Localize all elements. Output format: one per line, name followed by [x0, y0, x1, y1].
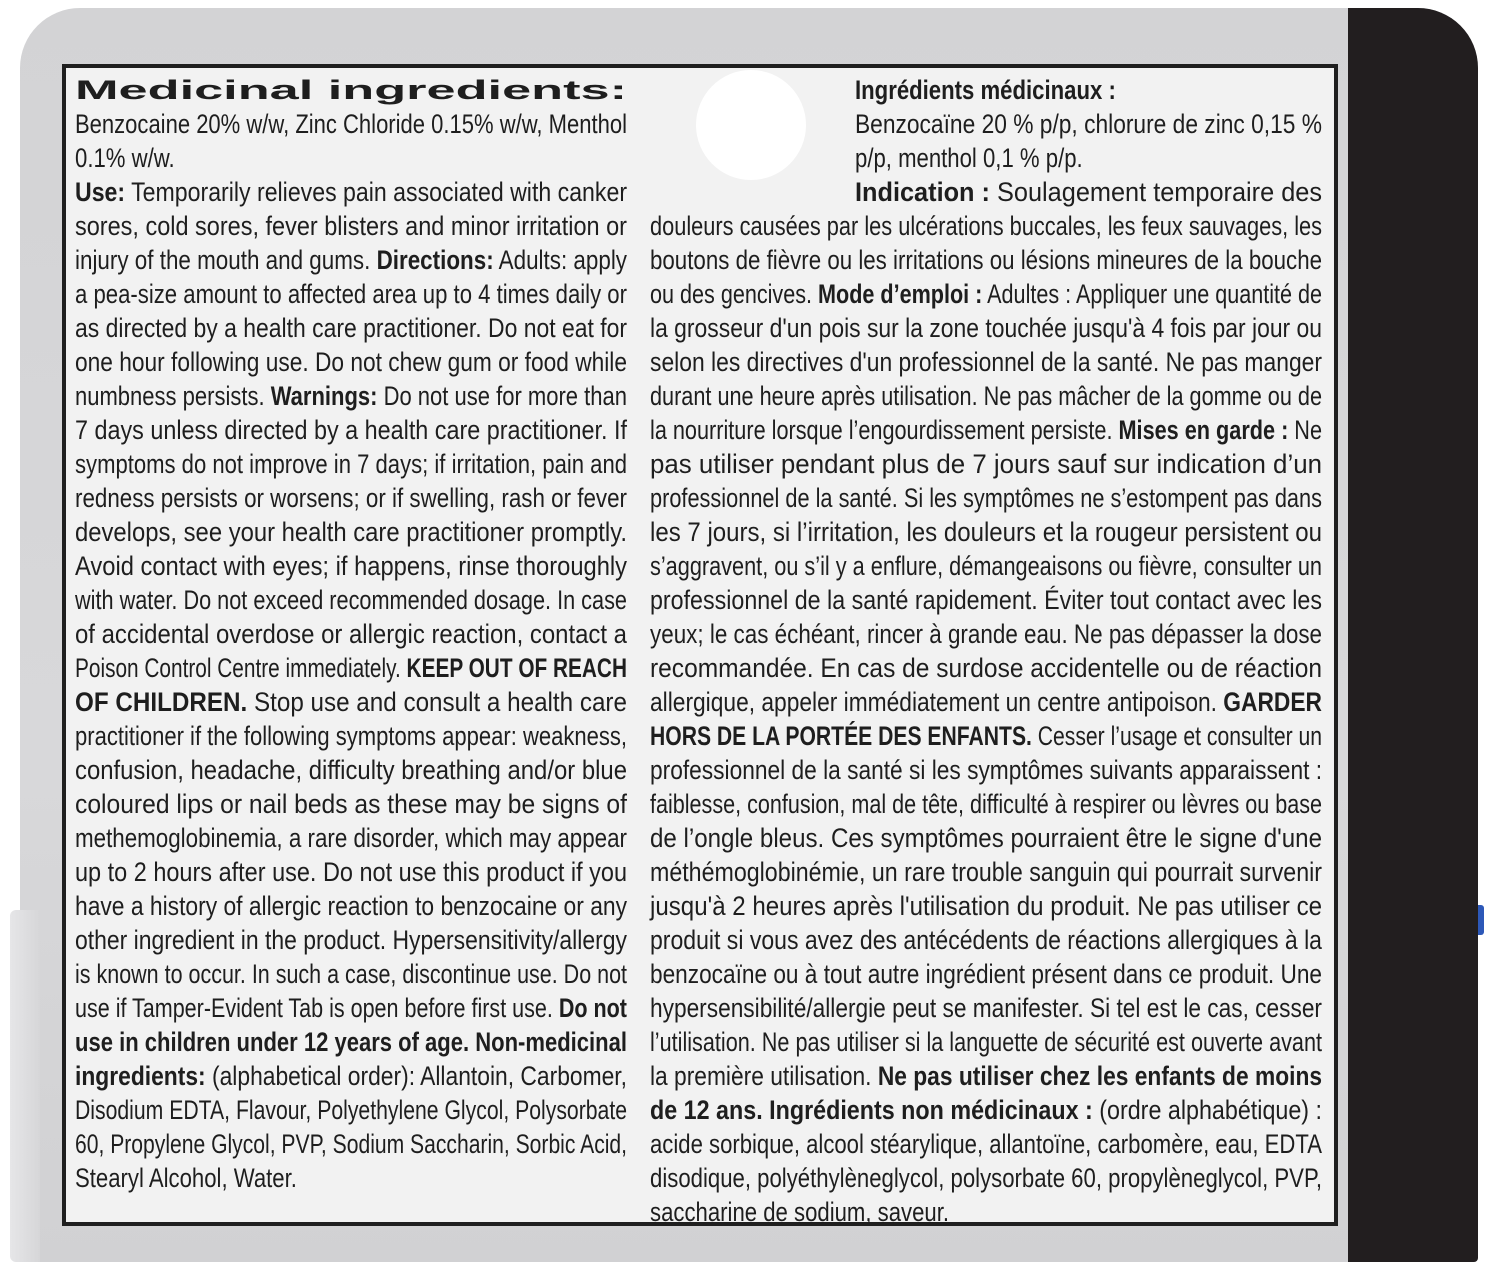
english-text-line	[75, 515, 627, 549]
french-text-line	[650, 73, 1322, 107]
bold-heading-text: OF CHILDREN.	[75, 687, 248, 717]
english-text-line	[75, 175, 627, 209]
english-text-line	[75, 821, 627, 855]
body-text: injury of the mouth and gums.	[75, 245, 377, 275]
body-text: (ordre alphabétique) :	[1092, 1095, 1323, 1125]
bold-heading-text: Ingrédients médicinaux :	[855, 75, 1116, 105]
body-text: les 7 jours, si l’irritation, les douleurs et la rougeur persistent ou	[650, 517, 1322, 547]
french-text-line	[650, 209, 1322, 243]
body-text: Benzocaïne 20 % p/p, chlorure de zinc 0,15 %	[855, 109, 1323, 139]
french-text-line	[650, 1093, 1322, 1127]
package-black-band	[1348, 8, 1478, 1262]
body-text: methemoglobinemia, a rare disorder, which may appear	[75, 823, 627, 853]
french-text-line	[650, 583, 1322, 617]
body-text: pas utiliser pendant plus de 7 jours sauf sur indication d’un	[650, 449, 1322, 479]
body-text: méthémoglobinémie, un rare trouble sanguin qui pourrait survenir	[650, 857, 1322, 887]
body-text: produit si vous avez des antécédents de réactions allergiques à la	[650, 925, 1322, 955]
body-text: de l’ongle bleus. Ces symptômes pourraient être le signe d'une	[650, 823, 1322, 853]
body-text: Stearyl Alcohol, Water.	[75, 1163, 297, 1193]
body-text: faiblesse, confusion, mal de tête, difficulté à respirer ou lèvres ou base	[650, 789, 1323, 819]
body-text: douleurs causées par les ulcérations buccales, les feux sauvages, les	[650, 211, 1323, 241]
body-text: redness persists or worsens; or if swelling, rash or fever	[75, 483, 627, 513]
bold-heading-text: :	[974, 177, 998, 207]
body-text: Disodium EDTA, Flavour, Polyethylene Glycol, Polysorbate	[75, 1095, 628, 1125]
body-text: l’utilisation. Ne pas utiliser si la languette de sécurité est ouverte avant	[650, 1027, 1323, 1057]
bold-heading-text: Medicinal ingredients:	[75, 75, 627, 105]
body-text: Ne	[1288, 415, 1323, 445]
body-text: Stop use and consult a health care	[247, 687, 627, 717]
english-text-line	[75, 481, 627, 515]
body-text: yeux; le cas échéant, rincer à grande eau. Ne pas dépasser la dose	[650, 619, 1323, 649]
french-text-line	[650, 481, 1322, 515]
english-text-line	[75, 855, 627, 889]
body-text: is known to occur. In such a case, discontinue use. Do not	[75, 959, 628, 989]
bold-heading-text: Ne pas utiliser chez les enfants de moins	[877, 1061, 1323, 1091]
french-text-line	[650, 889, 1322, 923]
french-text-line	[650, 107, 1322, 141]
french-text-line	[650, 855, 1322, 889]
body-text: la grosseur d'un pois sur la zone touchée jusqu'à 4 fois par jour ou	[650, 313, 1323, 343]
body-text: hypersensibilité/allergie peut se manifester. Si tel est le cas, cesser	[650, 993, 1322, 1023]
body-text: disodique, polyéthylèneglycol, polysorbate 60, propylèneglycol, PVP,	[650, 1163, 1323, 1193]
body-text: la première utilisation.	[650, 1061, 878, 1091]
french-text-line	[650, 719, 1322, 753]
bold-heading-text: Indication	[855, 177, 975, 207]
body-text: Do not use for more than	[377, 381, 627, 411]
body-text: boutons de fièvre ou les irritations ou lésions mineures de la bouche	[650, 245, 1323, 275]
body-text: benzocaïne ou à tout autre ingrédient présent dans ce produit. Une	[650, 959, 1323, 989]
body-text: symptoms do not improve in 7 days; if irritation, pain and	[75, 449, 628, 479]
english-text-line	[75, 413, 627, 447]
bold-heading-text: Directions:	[376, 245, 494, 275]
french-text-line	[650, 1059, 1322, 1093]
bold-heading-text: KEEP OUT OF REACH	[406, 653, 627, 683]
body-text: recommandée. En cas de surdose accidentelle ou de réaction	[650, 653, 1323, 683]
french-text-line	[650, 1127, 1322, 1161]
english-text-line	[75, 73, 627, 107]
french-text-line	[650, 447, 1322, 481]
bold-heading-text: HORS DE LA PORTÉE DES ENFANTS.	[650, 721, 1032, 751]
english-text-line	[75, 787, 627, 821]
body-text: Cesser l’usage et consulter un	[1031, 721, 1322, 751]
french-text-line	[650, 787, 1322, 821]
english-text-line	[75, 209, 627, 243]
body-text: up to 2 hours after use. Do not use this product if you	[75, 857, 628, 887]
french-text-line	[650, 617, 1322, 651]
body-text: Avoid contact with eyes; if happens, rinse thoroughly	[75, 551, 628, 581]
package-blue-accent	[1478, 905, 1484, 935]
body-text: have a history of allergic reaction to benzocaine or any	[75, 891, 628, 921]
english-text-line	[75, 107, 627, 141]
french-text-line	[650, 957, 1322, 991]
body-text: as directed by a health care practitioner. Do not eat for	[75, 313, 628, 343]
body-text: sores, cold sores, fever blisters and minor irritation or	[75, 211, 627, 241]
french-text-line	[650, 753, 1322, 787]
english-text-line	[75, 141, 627, 175]
french-text-line	[650, 651, 1322, 685]
body-text: p/p, menthol 0,1 % p/p.	[855, 143, 1083, 173]
bold-heading-text: de 12 ans. Ingrédients non médicinaux :	[650, 1095, 1093, 1125]
body-text: Poison Control Centre immediately.	[75, 653, 407, 683]
body-text: numbness persists.	[75, 381, 271, 411]
french-text-line	[650, 311, 1322, 345]
english-text-line	[75, 753, 627, 787]
french-text-line	[650, 413, 1322, 447]
bold-heading-text: Warnings:	[270, 381, 378, 411]
body-text: professionnel de la santé. Si les symptômes ne s’estompent pas dans	[650, 483, 1322, 513]
bold-heading-text: Do not	[558, 993, 627, 1023]
english-text-line	[75, 1161, 627, 1195]
body-text: acide sorbique, alcool stéarylique, allantoïne, carbomère, eau, EDTA	[650, 1129, 1322, 1159]
english-text-line	[75, 1127, 627, 1161]
body-text: selon les directives d'un professionnel de la santé. Ne pas manger	[650, 347, 1323, 377]
body-text: saccharine de sodium, saveur.	[650, 1197, 950, 1227]
body-text: with water. Do not exceed recommended dosage. In case	[75, 585, 627, 615]
body-text: use if Tamper-Evident Tab is open before first use.	[75, 993, 559, 1023]
body-text: Benzocaine 20% w/w, Zinc Chloride 0.15% w/w, Menthol	[75, 109, 627, 139]
body-text: durant une heure après utilisation. Ne pas mâcher de la gomme ou de	[650, 381, 1323, 411]
english-text-line	[75, 889, 627, 923]
french-text-line	[650, 1161, 1322, 1195]
body-text: 7 days unless directed by a health care practitioner. If	[75, 415, 628, 445]
english-text-line	[75, 549, 627, 583]
french-text-line	[650, 141, 1322, 175]
body-text: a pea-size amount to affected area up to 4 times daily or	[75, 279, 627, 309]
english-text-line	[75, 583, 627, 617]
french-text-line	[650, 515, 1322, 549]
english-text-line	[75, 1025, 627, 1059]
french-text-line	[650, 549, 1322, 583]
english-column	[75, 73, 627, 1195]
english-text-line	[75, 447, 627, 481]
body-text: one hour following use. Do not chew gum or food while	[75, 347, 627, 377]
body-text: jusqu'à 2 heures après l'utilisation du produit. Ne pas utiliser ce	[650, 891, 1323, 921]
english-text-line	[75, 651, 627, 685]
body-text: professionnel de la santé si les symptômes suivants apparaissent :	[650, 755, 1323, 785]
english-text-line	[75, 1059, 627, 1093]
bold-heading-text: use in children under 12 years of age. Non-medicinal	[75, 1027, 627, 1057]
french-text-line	[650, 821, 1322, 855]
english-text-line	[75, 277, 627, 311]
french-text-line	[650, 991, 1322, 1025]
french-text-line	[650, 1025, 1322, 1059]
bold-heading-text: Use:	[75, 177, 126, 207]
english-text-line	[75, 243, 627, 277]
body-text: professionnel de la santé rapidement. Éviter tout contact avec les	[650, 585, 1322, 615]
body-text: practitioner if the following symptoms appear: weakness,	[75, 721, 628, 751]
french-column	[650, 73, 1322, 1229]
bold-heading-text: Mode d’emploi :	[818, 279, 983, 309]
body-text: Adultes : Appliquer une quantité de	[982, 279, 1323, 309]
french-text-line	[650, 345, 1322, 379]
english-text-line	[75, 617, 627, 651]
body-text: of accidental overdose or allergic reaction, contact a	[75, 619, 627, 649]
body-text: develops, see your health care practitioner promptly.	[75, 517, 627, 547]
english-text-line	[75, 345, 627, 379]
body-text: confusion, headache, difficulty breathing and/or blue	[75, 755, 628, 785]
bold-heading-text: GARDER	[1223, 687, 1322, 717]
french-text-line	[650, 175, 1322, 209]
body-text: 0.1% w/w.	[75, 143, 175, 173]
body-text: Temporarily relieves pain associated with canker	[125, 177, 628, 207]
body-text: Soulagement temporaire des	[997, 177, 1323, 207]
body-text: ou des gencives.	[650, 279, 819, 309]
english-text-line	[75, 1093, 627, 1127]
english-text-line	[75, 311, 627, 345]
english-text-line	[75, 957, 627, 991]
body-text: (alphabetical order): Allantoin, Carbomer,	[205, 1061, 627, 1091]
body-text: 60, Propylene Glycol, PVP, Sodium Saccharin, Sorbic Acid,	[75, 1129, 628, 1159]
french-text-line	[650, 243, 1322, 277]
english-text-line	[75, 379, 627, 413]
bold-heading-text: ingredients:	[75, 1061, 206, 1091]
body-text: allergique, appeler immédiatement un centre antipoison.	[650, 687, 1224, 717]
package-side-edge	[10, 910, 40, 1262]
french-text-line	[650, 379, 1322, 413]
english-text-line	[75, 923, 627, 957]
bold-heading-text: Mises en garde :	[1118, 415, 1289, 445]
body-text: coloured lips or nail beds as these may be signs of	[75, 789, 627, 819]
body-text: la nourriture lorsque l’engourdissement persiste.	[650, 415, 1119, 445]
english-text-line	[75, 991, 627, 1025]
french-text-line	[650, 685, 1322, 719]
body-text: other ingredient in the product. Hypersensitivity/allergy	[75, 925, 627, 955]
body-text: Adults: apply	[493, 245, 628, 275]
english-text-line	[75, 685, 627, 719]
french-text-line	[650, 1195, 1322, 1229]
french-text-line	[650, 277, 1322, 311]
french-text-line	[650, 923, 1322, 957]
english-text-line	[75, 719, 627, 753]
body-text: s’aggravent, ou s’il y a enflure, démangeaisons ou fièvre, consulter un	[650, 551, 1322, 581]
